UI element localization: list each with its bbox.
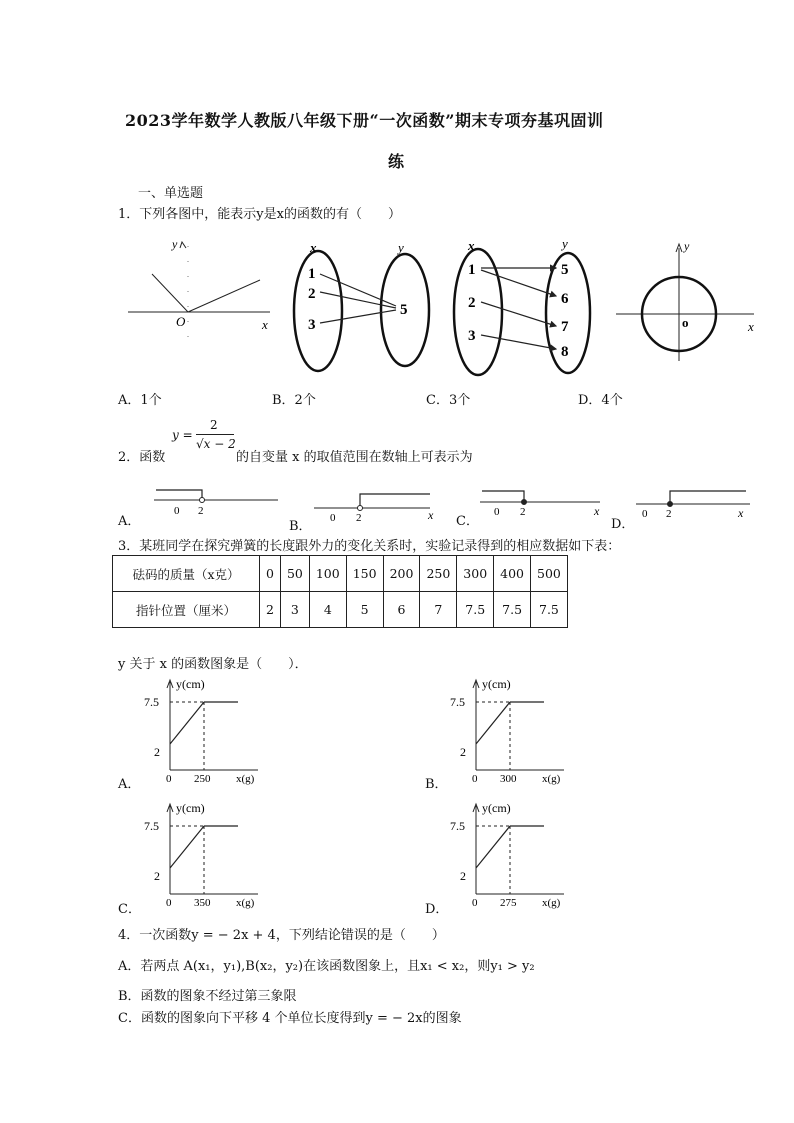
q3a-ylabel: y(cm): [176, 677, 205, 691]
q3-graph-a: [140, 674, 270, 786]
fig1-x-label: x: [262, 317, 268, 332]
table-cell: 50: [280, 556, 309, 592]
q3d-ystart: 2: [460, 869, 466, 883]
q3-graph-c: [140, 798, 270, 910]
q2b-tick-2: 2: [356, 512, 362, 524]
q2-numberline-d: [632, 484, 758, 522]
q3c-origin: 0: [166, 897, 172, 909]
q2a-tick-0: 0: [174, 505, 180, 517]
q3c-xbreak: 350: [194, 897, 211, 909]
q1-stem: 1．下列各图中，能表示y是x的函数的有（ ）: [118, 207, 401, 222]
q3-option-c: C．: [118, 902, 141, 917]
q4-stem: 4．一次函数y = − 2x + 4，下列结论错误的是（ ）: [118, 928, 445, 943]
fig2-right-label: y: [398, 240, 404, 255]
q3a-origin: 0: [166, 773, 172, 785]
q3-graph-b: [446, 674, 576, 786]
q3-option-d: D．: [425, 902, 449, 917]
fig4-origin: o: [682, 315, 689, 330]
table-cell: 3: [280, 592, 309, 628]
fig4-x-label: x: [748, 319, 754, 334]
fig3-left-2: 2: [468, 295, 476, 311]
page-title: 2023学年数学人教版八年级下册“一次函数”期末专项夯基巩固训: [125, 111, 604, 130]
q2c-tick-2: 2: [520, 506, 526, 518]
q3c-xlabel: x(g): [236, 897, 255, 909]
q2d-axis-x: x: [738, 506, 744, 520]
q3b-origin: 0: [472, 773, 478, 785]
table-cell: 7.5: [457, 592, 494, 628]
q2-numberline-b: [310, 486, 442, 524]
q3b-ystart: 2: [460, 745, 466, 759]
q4-option-b: B．函数的图象不经过第三象限: [118, 989, 297, 1004]
q3d-ylabel: y(cm): [482, 801, 511, 815]
q2-prefix: 2．函数: [118, 450, 166, 465]
table-cell: 100: [309, 556, 346, 592]
q1-figure-1: [120, 234, 280, 354]
fig1-origin: O: [176, 314, 186, 329]
q2d-tick-2: 2: [666, 508, 672, 520]
q3-question: y 关于 x 的函数图象是（ ）．: [118, 657, 308, 672]
q3d-xlabel: x(g): [542, 897, 561, 909]
q3b-xbreak: 300: [500, 773, 517, 785]
q3c-ystart: 2: [154, 869, 160, 883]
fig3-right-7: 7: [561, 319, 569, 335]
q3a-ystart: 2: [154, 745, 160, 759]
q3-option-a: A．: [118, 777, 141, 792]
q2-option-c: C．: [456, 514, 479, 529]
q2c-axis-x: x: [594, 504, 600, 518]
fig1-y-label: y: [172, 237, 178, 251]
q2-formula-den: √x − 2: [196, 437, 236, 451]
q2-option-b: B．: [289, 519, 312, 534]
table-cell: 2: [260, 592, 281, 628]
q3d-xbreak: 275: [500, 897, 517, 909]
q2-numberline-c: [476, 482, 606, 520]
fig3-right-6: 6: [561, 291, 569, 307]
fig2-left-1: 1: [308, 266, 316, 282]
table-cell: 7.5: [494, 592, 531, 628]
fig3-left-label: x: [468, 238, 475, 253]
q3c-ylabel: y(cm): [176, 801, 205, 815]
section-heading: 一、单选题: [138, 186, 204, 201]
fig4-y-label: y: [684, 239, 690, 253]
table-cell: 300: [457, 556, 494, 592]
table-cell: 400: [494, 556, 531, 592]
table-cell: 250: [420, 556, 457, 592]
table-cell: 7: [420, 592, 457, 628]
q3b-ytop: 7.5: [450, 695, 465, 709]
fig2-left-label: x: [310, 240, 317, 255]
q3-stem: 3．某班同学在探究弹簧的长度跟外力的变化关系时，实验记录得到的相应数据如下表：: [118, 539, 621, 554]
q2b-tick-0: 0: [330, 512, 336, 524]
q1-figure-4: [608, 236, 763, 366]
q4-option-c: C．函数的图象向下平移 4 个单位长度得到y = − 2x的图象: [118, 1011, 462, 1026]
fig2-left-2: 2: [308, 286, 316, 302]
q2-option-a: A．: [118, 514, 141, 529]
table-cell: 200: [383, 556, 420, 592]
q3a-ytop: 7.5: [144, 695, 159, 709]
q3b-ylabel: y(cm): [482, 677, 511, 691]
table-cell: 7.5: [531, 592, 568, 628]
table-cell: 500: [531, 556, 568, 592]
fig3-left-1: 1: [468, 262, 476, 278]
q3-graph-d: [446, 798, 576, 910]
q2-formula-lhs: y =: [172, 428, 193, 442]
fig3-right-8: 8: [561, 344, 569, 360]
table-row: [113, 592, 568, 628]
table-cell: 6: [383, 592, 420, 628]
q1-option-d: D．4个: [578, 393, 623, 408]
fig3-left-3: 3: [468, 328, 476, 344]
table-cell: 4: [309, 592, 346, 628]
q1-figure-3: [448, 234, 598, 379]
q2-option-d: D．: [611, 517, 635, 532]
q3-option-b: B．: [425, 777, 448, 792]
q1-option-b: B．2个: [272, 393, 316, 408]
q3a-xbreak: 250: [194, 773, 211, 785]
q1-option-c: C．3个: [426, 393, 471, 408]
fig2-right-5: 5: [400, 302, 408, 318]
q1-option-a: A．1个: [118, 393, 162, 408]
q2d-tick-0: 0: [642, 508, 648, 520]
q2-formula-num: 2: [210, 418, 218, 432]
table-header-position: 指针位置（厘米）: [113, 592, 260, 628]
page-title-line2: 练: [388, 152, 405, 171]
q2-numberline-a: [150, 482, 285, 522]
q2b-axis-x: x: [428, 508, 434, 522]
q2a-tick-2: 2: [198, 505, 204, 517]
table-cell: 0: [260, 556, 281, 592]
fig3-right-label: y: [562, 236, 568, 251]
table-cell: 150: [346, 556, 383, 592]
q1-figure-2: [288, 236, 448, 376]
q3c-ytop: 7.5: [144, 819, 159, 833]
q3b-xlabel: x(g): [542, 773, 561, 785]
table-cell: 5: [346, 592, 383, 628]
q3-data-table: [112, 555, 568, 628]
q3a-xlabel: x(g): [236, 773, 255, 785]
q3d-origin: 0: [472, 897, 478, 909]
q4-option-a: A．若两点 A(x₁，y₁),B(x₂，y₂)在该函数图象上，且x₁ < x₂，则y₁ > y₂: [118, 959, 535, 974]
fig3-right-5: 5: [561, 262, 569, 278]
q2-fraction-bar: [196, 434, 234, 435]
fig2-left-3: 3: [308, 317, 316, 333]
q2-suffix: 的自变量 x 的取值范围在数轴上可表示为: [236, 450, 473, 465]
q3d-ytop: 7.5: [450, 819, 465, 833]
table-header-mass: 砝码的质量（x克）: [113, 556, 260, 592]
q2c-tick-0: 0: [494, 506, 500, 518]
table-row: [113, 556, 568, 592]
